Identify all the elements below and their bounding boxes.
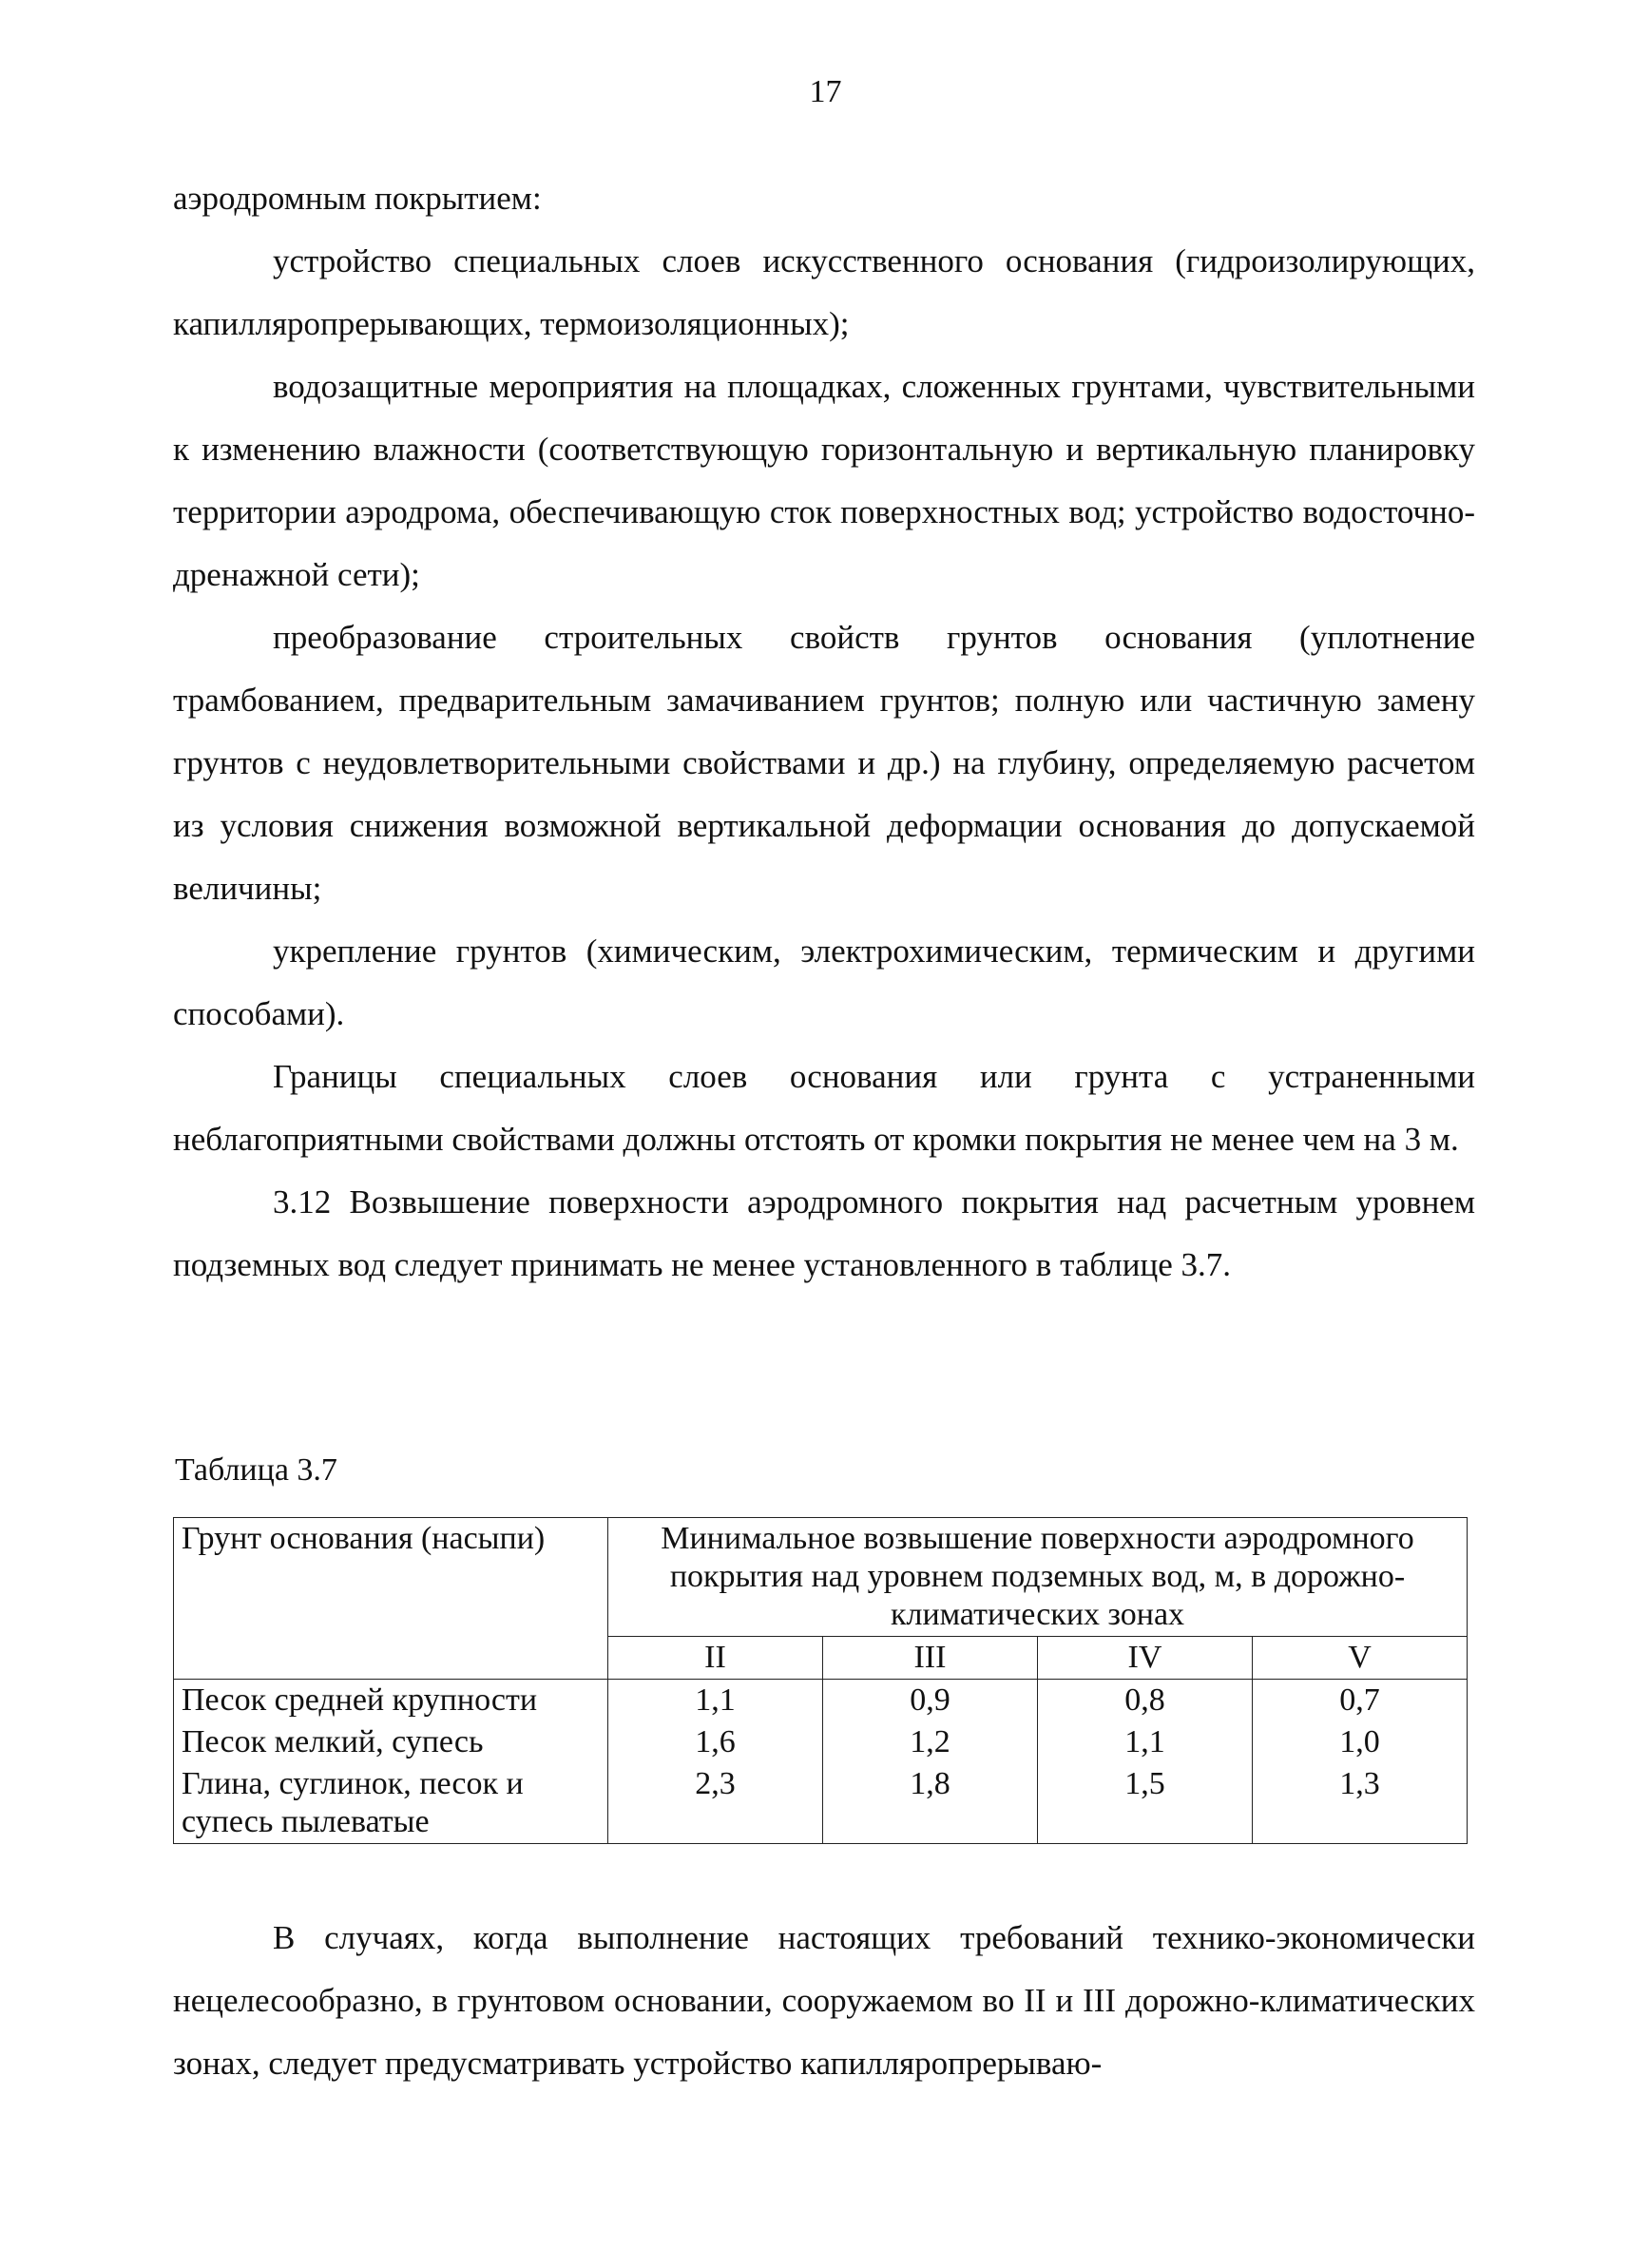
table-row — [174, 1763, 1468, 1844]
paragraph-exception-cases: В случаях, когда выполнение настоящих требований технико-экономически нецелесообразно, в грунтовом основании, сооружаемом во II и III дорожно-климатических зонах, следует предусматривать устройство капилляропрерываю- — [173, 1919, 1475, 2082]
paragraph-water-protection: водозащитные мероприятия на площадках, сложенных грунтами, чувствительными к изменению влажности (соответствующую горизонтальную и вертикальную планировку территории аэродрома, обеспечивающую сток поверхностных вод; устройство водосточно-дренажной сети); — [173, 368, 1475, 593]
body-text-bottom — [173, 1907, 1475, 2095]
header-min-elevation: Минимальное возвышение поверхности аэродромного покрытия над уровнем подземных вод, м, в дорожно-климатических зонах — [608, 1518, 1468, 1637]
soil-cell: Песок средней крупности — [174, 1680, 608, 1722]
soil-cell: Глина, суглинок, песок и супесь пылеватые — [174, 1763, 608, 1844]
value-cell: 1,0 — [1252, 1721, 1467, 1763]
value-cell: 0,9 — [822, 1680, 1037, 1722]
header-zone-iii: III — [822, 1637, 1037, 1680]
header-zone-iv: IV — [1037, 1637, 1252, 1680]
paragraph-soil-strengthening: укрепление грунтов (химическим, электрохимическим, термическим и другими способами). — [173, 932, 1475, 1032]
value-cell: 2,3 — [608, 1763, 823, 1844]
paragraph-layer-boundaries: Границы специальных слоев основания или грунта с устраненными неблагоприятными свойствами должны отстоять от кромки покрытия не менее чем на 3 м. — [173, 1058, 1475, 1158]
value-cell: 1,6 — [608, 1721, 823, 1763]
value-cell: 0,7 — [1252, 1680, 1467, 1722]
body-text-top — [173, 167, 1475, 1297]
page-number: 17 — [809, 74, 842, 109]
value-cell: 1,1 — [608, 1680, 823, 1722]
paragraph-section-3-12: 3.12 Возвышение поверхности аэродромного покрытия над расчетным уровнем подземных вод следует принимать не менее установленного в таблице 3.7. — [173, 1183, 1475, 1283]
value-cell: 1,5 — [1037, 1763, 1252, 1844]
table-row — [174, 1680, 1468, 1722]
paragraph-continuation: аэродромным покрытием: — [173, 180, 542, 217]
value-cell: 1,1 — [1037, 1721, 1252, 1763]
value-cell: 1,8 — [822, 1763, 1037, 1844]
table-row — [174, 1721, 1468, 1763]
header-zone-v: V — [1252, 1637, 1467, 1680]
value-cell: 0,8 — [1037, 1680, 1252, 1722]
elevation-table — [173, 1517, 1468, 1844]
soil-cell: Песок мелкий, супесь — [174, 1721, 608, 1763]
value-cell: 1,3 — [1252, 1763, 1467, 1844]
value-cell: 1,2 — [822, 1721, 1037, 1763]
header-soil: Грунт основания (насыпи) — [174, 1518, 608, 1680]
table-caption: Таблица 3.7 — [175, 1452, 337, 1488]
paragraph-soil-transformation: преобразование строительных свойств грунтов основания (уплотнение трамбованием, предварительным замачиванием грунтов; полную или частичную замену грунтов с неудовлетворительными свойствами и др.) на глубину, определяемую расчетом из условия снижения возможной вертикальной деформации основания до допускаемой величины; — [173, 619, 1475, 907]
paragraph-special-layers: устройство специальных слоев искусственного основания (гидроизолирующих, капилляропрерывающих, термоизоляционных); — [173, 242, 1475, 342]
header-zone-ii: II — [608, 1637, 823, 1680]
